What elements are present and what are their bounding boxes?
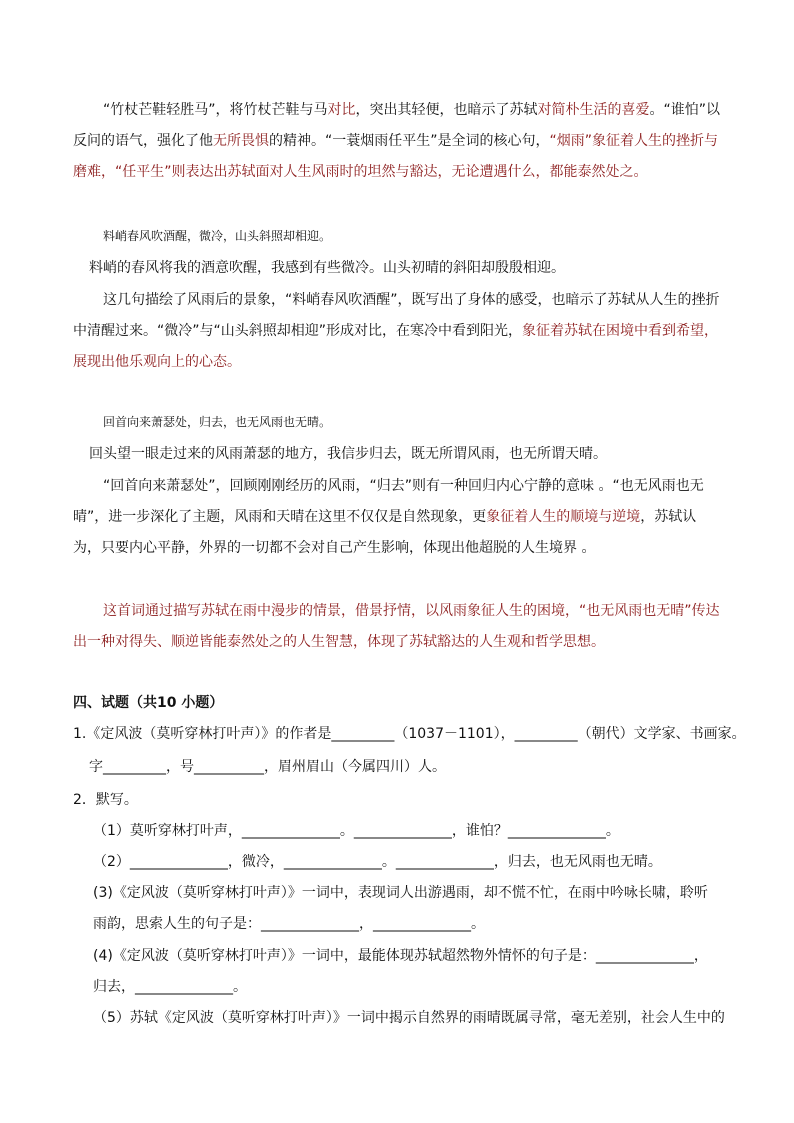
poem-translation-2: 回头望一眼走过来的风雨萧瑟的地方，我信步归去，既无所谓风雨，也无所谓天晴。 (89, 446, 607, 462)
section-heading: 四、试题（共10 小题） (73, 695, 224, 711)
question-1-line-1: 1.《定风波（莫听穿林打叶声）》的作者是_________（1037－1101），_________（朝代）文学家、书画家。 (73, 726, 746, 742)
question-1-line-2: 字_________，号__________，眉州眉山（今属四川）人。 (89, 759, 446, 775)
question-2-item-1: （1）莫听穿林打叶声，______________。______________，谁怕？______________。 (93, 823, 620, 839)
poem-line-2: 回首向来萧瑟处，归去，也无风雨也无晴。 (103, 415, 332, 429)
question-2-title: 2．默写。 (73, 792, 138, 808)
question-2-item-3-line-2: 雨韵，思索人生的句子是：______________，______________。 (93, 916, 485, 932)
question-2-item-3-line-1: (3)《定风波（莫听穿林打叶声）》一词中，表现词人出游遇雨，却不慌不忙，在雨中吟咏长啸，聆听 (93, 885, 708, 901)
summary-paragraph: 这首词通过描写苏轼在雨中漫步的情景，借景抒情，以风雨象征人生的困境，“也无风雨也无晴”传达出一种对得失、顺逆皆能泰然处之的人生智慧，体现了苏轼豁达的人生观和哲学思想。 (73, 603, 720, 650)
question-2-item-4-line-2: 归去，______________。 (93, 979, 247, 995)
analysis-paragraph-1: “竹杖芒鞋轻胜马”，将竹杖芒鞋与马对比，突出其轻便，也暗示了苏轼对简朴生活的喜爱。“谁怕”以反问的语气，强化了他无所畏惧的精神。“一蓑烟雨任平生”是全词的核心句，“烟雨”象征着人生的挫折与磨难，“任平生”则表达出苏轼面对人生风雨时的坦然与豁达，无论遭遇什么，都能泰然处之。 (73, 102, 721, 180)
analysis-paragraph-3: “回首向来萧瑟处”，回顾刚刚经历的风雨，“归去”则有一种回归内心宁静的意味 。“也无风雨也无晴”，进一步深化了主题，风雨和天晴在这里不仅仅是自然现象，更象征着人生的顺境与逆境，苏轼认为，只要内心平静，外界的一切都不会对自己产生影响，体现出他超脱的人生境界 。 (73, 478, 704, 556)
poem-line-1: 料峭春风吹酒醒，微冷，山头斜照却相迎。 (103, 229, 332, 243)
question-2-item-2: （2）______________，微冷，______________。______________，归去，也无风雨也无晴。 (93, 854, 662, 870)
analysis-paragraph-2: 这几句描绘了风雨后的景象，“料峭春风吹酒醒”，既写出了身体的感受，也暗示了苏轼从人生的挫折中清醒过来。“微冷”与“山头斜照却相迎”形成对比，在寒冷中看到阳光，象征着苏轼在困境中看到希望，展现出他乐观向上的心态。 (73, 292, 720, 370)
question-2-item-5: （5）苏轼《定风波（莫听穿林打叶声）》一词中揭示自然界的雨晴既属寻常，毫无差别，社会人生中的 (93, 1010, 725, 1026)
question-2-item-4-line-1: (4)《定风波（莫听穿林打叶声）》一词中，最能体现苏轼超然物外情怀的句子是：______________， (93, 948, 708, 964)
poem-translation-1: 料峭的春风将我的酒意吹醒，我感到有些微冷。山头初晴的斜阳却殷殷相迎。 (89, 260, 565, 276)
